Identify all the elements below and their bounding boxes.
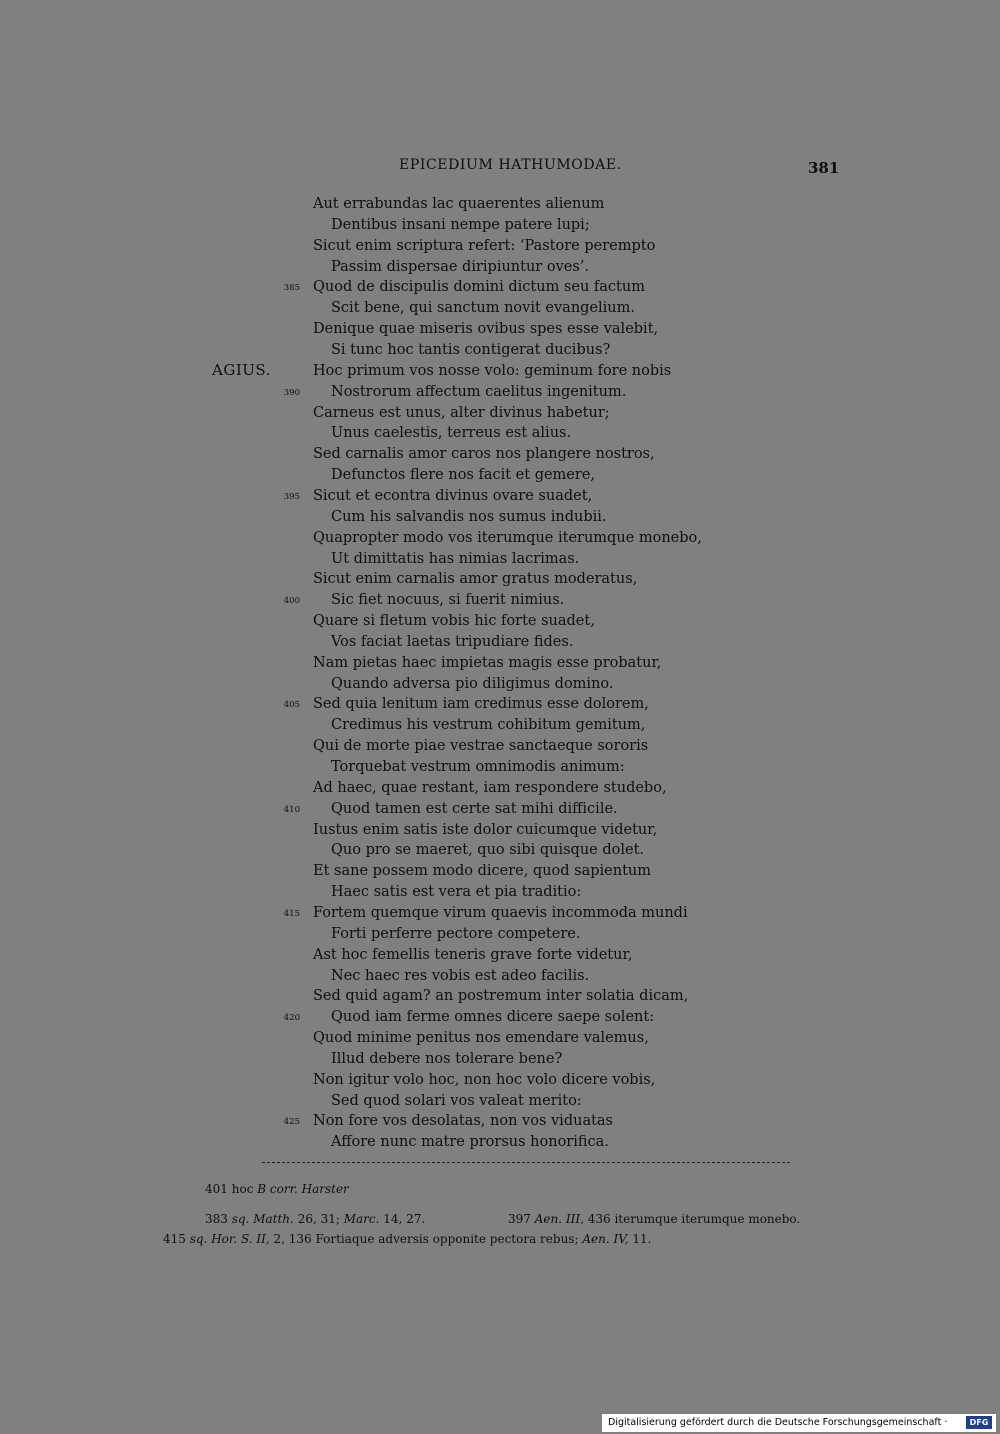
verse-text: Carneus est unus, alter divinus habetur;: [313, 404, 610, 421]
verse-line: [0, 986, 1000, 1007]
verse-text: Torquebat vestrum omnimodis animum:: [331, 759, 625, 775]
verse-text: Quod tamen est certe sat mihi difficile.: [331, 800, 618, 817]
line-number: 415: [283, 908, 300, 919]
verse-line: [0, 1007, 1000, 1028]
note-quote: 436 iterumque iterumque monebo.: [587, 1212, 801, 1226]
line-number: 400: [283, 596, 300, 607]
verse-text: Non fore vos desolatas, non vos viduatas: [313, 1113, 613, 1130]
note-location: 14, 27.: [383, 1212, 426, 1226]
verse-text: Hoc primum vos nosse volo: geminum fore nobis: [313, 362, 672, 379]
apparatus-divider: [262, 1162, 790, 1163]
verse-text: Quod de discipulis domini dictum seu factum: [313, 279, 645, 296]
verse-line: [0, 1111, 1000, 1132]
line-number: 420: [283, 1013, 300, 1024]
verse-line: [0, 361, 1000, 382]
running-header: [0, 157, 1000, 179]
verse-line: [0, 194, 1000, 215]
verse-text: Vos faciat laetas tripudiare fides.: [331, 633, 574, 650]
verse-text: Quod minime penitus nos emendare valemus,: [313, 1030, 649, 1046]
verse-text: Quapropter modo vos iterumque iterumque monebo,: [313, 529, 702, 546]
speaker-name: AGIUS.: [212, 361, 271, 379]
verse-text: Nec haec res vobis est adeo facilis.: [331, 967, 590, 984]
verse-line: [0, 277, 1000, 298]
verse-text: Forti perferre pectore competere.: [331, 925, 581, 942]
verse-text: Sicut enim carnalis amor gratus moderatus,: [313, 571, 638, 588]
verse-text: Sed quid agam? an postremum inter solatia dicam,: [313, 988, 689, 1005]
verse-text: Passim dispersae diripiuntur oves’.: [331, 258, 590, 275]
verse-line: [0, 569, 1000, 590]
note-line-number: 383: [205, 1212, 228, 1226]
verse-line: [0, 882, 1000, 903]
verse-text: Aut errabundas lac quaerentes alienum: [313, 196, 605, 212]
verse-line: [0, 674, 1000, 695]
verse-text: Quare si fletum vobis hic forte suadet,: [313, 613, 595, 629]
digitization-footer: [602, 1414, 996, 1432]
verse-line: [0, 382, 1000, 403]
verse-text: Sicut enim scriptura refert: ‘Pastore perempto: [313, 237, 656, 254]
note-line-number: 401: [205, 1182, 228, 1196]
critical-note-401: [205, 1181, 349, 1197]
verse-line: [0, 861, 1000, 882]
verse-line: [0, 903, 1000, 924]
verse-text: Sicut et econtra divinus ovare suadet,: [313, 487, 593, 504]
verse-text: Quo pro se maeret, quo sibi quisque dolet.: [331, 842, 645, 859]
verse-text: Credimus his vestrum cohibitum gemitum,: [331, 717, 646, 734]
line-number: 390: [283, 387, 300, 398]
verse-line: [0, 507, 1000, 528]
verse-line: [0, 444, 1000, 465]
verse-line: [0, 632, 1000, 653]
verse-text: Ast hoc femellis teneris grave forte videtur,: [313, 946, 633, 963]
line-number: 385: [283, 283, 300, 294]
verse-text: Nam pietas haec impietas magis esse probatur,: [313, 654, 662, 671]
source-note-415: [163, 1231, 652, 1247]
verse-line: [0, 528, 1000, 549]
verse-text: Scit bene, qui sanctum novit evangelium.: [331, 300, 635, 317]
verse-line: [0, 694, 1000, 715]
note-line-number: 415: [163, 1232, 186, 1246]
verse-text: Fortem quemque virum quaevis incommoda mundi: [313, 904, 688, 921]
note-source-hor: Hor. S. II,: [211, 1232, 270, 1246]
verse-line: [0, 215, 1000, 236]
verse-line: [0, 736, 1000, 757]
note-source-aen: Aen. IV,: [582, 1232, 629, 1246]
note-location: 26, 31;: [297, 1212, 340, 1226]
note-location: 11.: [632, 1232, 652, 1246]
line-number: 410: [283, 804, 300, 815]
verse-text: Sed quod solari vos valeat merito:: [331, 1092, 582, 1109]
verse-line: [0, 966, 1000, 987]
verse-line: [0, 840, 1000, 861]
verse-line: [0, 486, 1000, 507]
verse-line: [0, 799, 1000, 820]
verse-text: Quod iam ferme omnes dicere saepe solent:: [331, 1009, 655, 1026]
verse-text: Sed quia lenitum iam credimus esse dolorem,: [313, 696, 649, 713]
verse-line: [0, 1070, 1000, 1091]
verse-text: Denique quae miseris ovibus spes esse valebit,: [313, 321, 659, 338]
note-sq: sq.: [189, 1232, 208, 1246]
verse-line: [0, 945, 1000, 966]
line-number: 405: [283, 700, 300, 711]
note-quote: 2, 136 Fortiaque adversis opponite pectora rebus;: [273, 1232, 579, 1246]
line-number: 395: [283, 491, 300, 502]
verse-line: [0, 611, 1000, 632]
running-title: EPICEDIUM HATHUMODAE.: [399, 157, 622, 173]
verse-text: Defunctos flere nos facit et gemere,: [331, 467, 596, 484]
note-witness: B corr. Harster: [257, 1182, 349, 1196]
verse-line: [0, 549, 1000, 570]
verse-line: [0, 1049, 1000, 1070]
verse-line: [0, 298, 1000, 319]
verse-text: Dentibus insani nempe patere lupi;: [331, 216, 590, 233]
verse-text: Illud debere nos tolerare bene?: [331, 1050, 563, 1067]
note-line-number: 397: [508, 1212, 531, 1226]
verse-line: [0, 924, 1000, 945]
verse-text: Quando adversa pio diligimus domino.: [331, 675, 614, 692]
verse-line: [0, 1132, 1000, 1153]
verse-line: [0, 820, 1000, 841]
note-source-aen: Aen. III,: [534, 1212, 584, 1226]
verse-text: Sed carnalis amor caros nos plangere nostros,: [313, 446, 655, 463]
verse-line: [0, 257, 1000, 278]
verse-line: [0, 423, 1000, 444]
page-number: 381: [808, 159, 840, 177]
verse-line: [0, 757, 1000, 778]
verse-line: [0, 653, 1000, 674]
note-source-marc: Marc.: [343, 1212, 380, 1226]
verse-line: [0, 590, 1000, 611]
verse-text: Et sane possem modo dicere, quod sapientum: [313, 863, 652, 880]
note-word: hoc: [231, 1182, 254, 1196]
note-source-matth: Matth.: [253, 1212, 294, 1226]
verse-text: Ut dimittatis has nimias lacrimas.: [331, 550, 580, 567]
verse-text: Affore nunc matre prorsus honorifica.: [331, 1134, 609, 1151]
verse-line: [0, 1091, 1000, 1112]
verse-text: Qui de morte piae vestrae sanctaeque sororis: [313, 738, 649, 755]
verse-line: [0, 778, 1000, 799]
verse-text: Ad haec, quae restant, iam respondere studebo,: [313, 779, 667, 796]
verse-line: [0, 403, 1000, 424]
verse-line: [0, 1028, 1000, 1049]
verse-line: [0, 715, 1000, 736]
verse-text: Cum his salvandis nos sumus indubii.: [331, 508, 607, 525]
verse-text: Non igitur volo hoc, non hoc volo dicere vobis,: [313, 1071, 656, 1088]
verse-text: Nostrorum affectum caelitus ingenitum.: [331, 383, 627, 400]
source-note-383: [205, 1211, 425, 1227]
dfg-logo-icon: DFG: [966, 1416, 992, 1429]
source-note-397: [508, 1211, 800, 1227]
funding-credit: Digitalisierung gefördert durch die Deutsche Forschungsgemeinschaft ·: [608, 1417, 948, 1428]
verse-text: Si tunc hoc tantis contigerat ducibus?: [331, 342, 611, 358]
verse-line: [0, 340, 1000, 361]
verse-text: Unus caelestis, terreus est alius.: [331, 425, 572, 442]
verse-line: [0, 319, 1000, 340]
line-number: 425: [283, 1117, 300, 1128]
note-sq: sq.: [231, 1212, 250, 1226]
verse-line: [0, 236, 1000, 257]
verse-line: [0, 465, 1000, 486]
verse-text: Haec satis est vera et pia traditio:: [331, 884, 582, 901]
verse-text: Iustus enim satis iste dolor cuicumque videtur,: [313, 821, 658, 838]
verse-text: Sic fiet nocuus, si fuerit nimius.: [331, 592, 565, 609]
